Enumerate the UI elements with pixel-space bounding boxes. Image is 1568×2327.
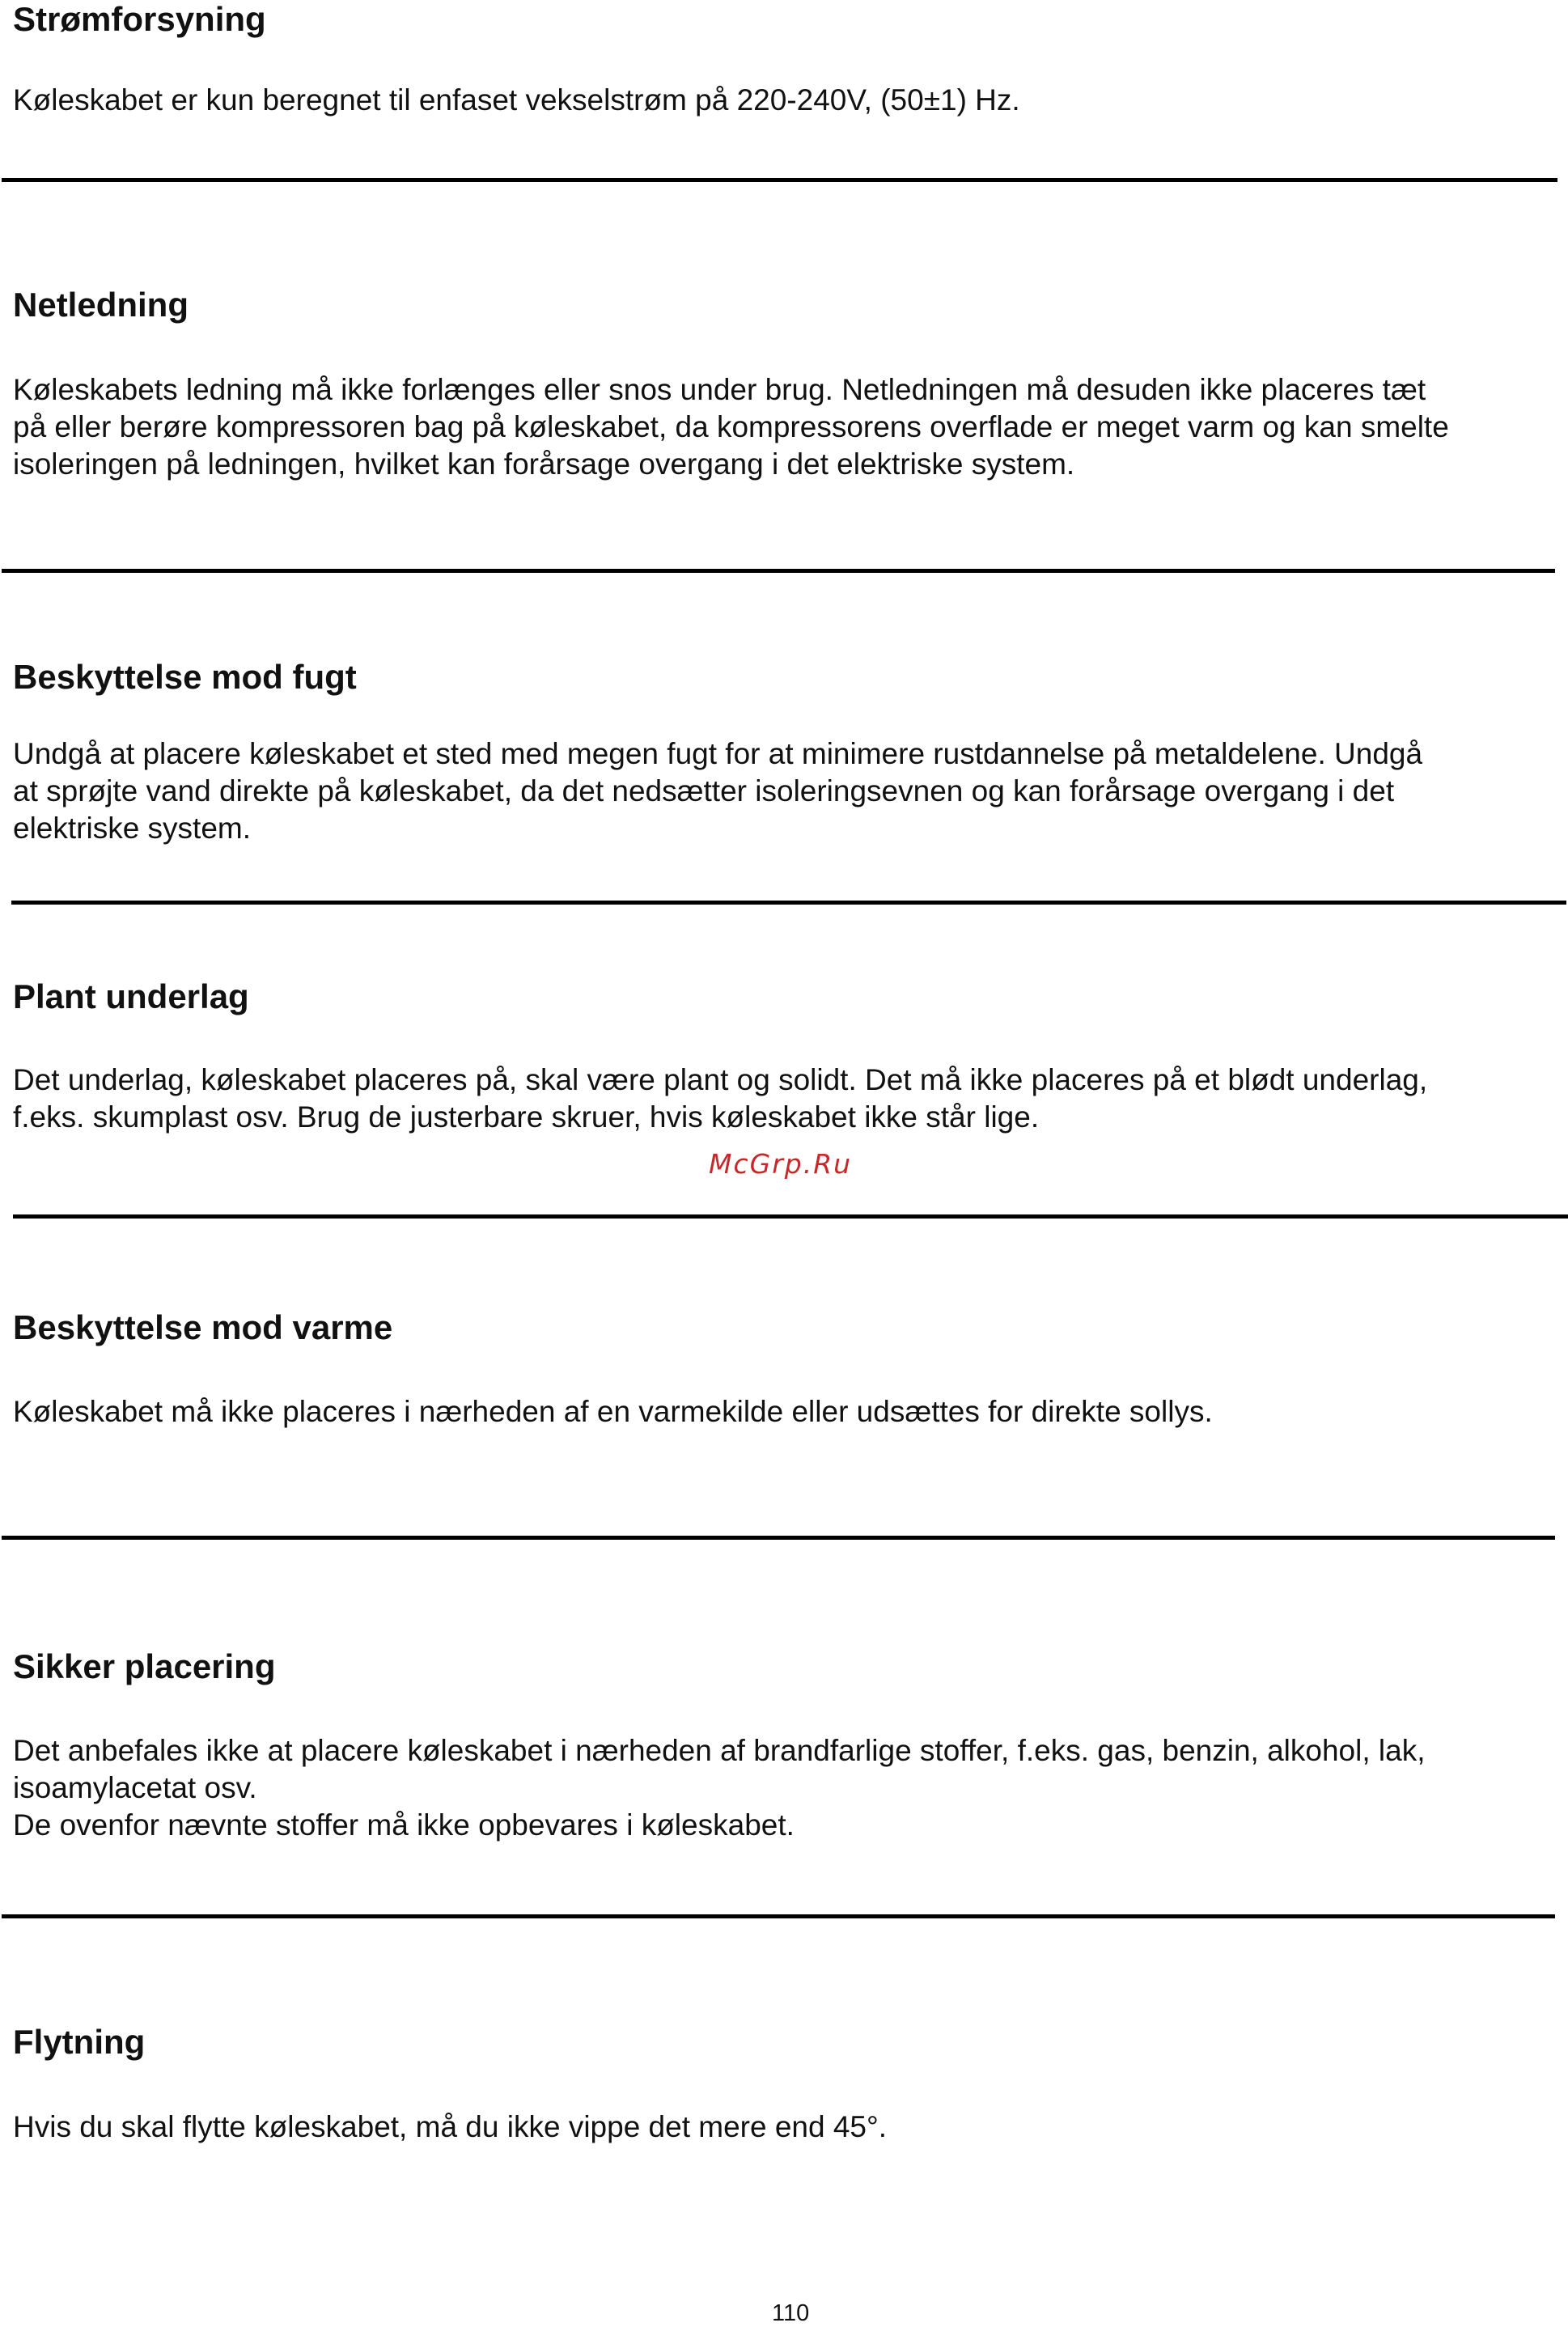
section-heading-plant-underlag: Plant underlag: [13, 977, 249, 1015]
section-text-stromforsyning: Køleskabet er kun beregnet til enfaset vekselstrøm på 220-240V, (50±1) Hz.: [13, 83, 1020, 117]
section-divider: [2, 1536, 1555, 1540]
section-heading-flytning: Flytning: [13, 2023, 146, 2061]
section-divider: [2, 569, 1555, 573]
section-text-plant-underlag: Det underlag, køleskabet placeres på, skal være plant og solidt. Det må ikke placeres på et blødt underlag, f.eks. skumplast osv. Brug de justerbare skruer, hvis køleskabet ikke står lige.: [13, 1063, 1428, 1134]
watermark: McGrp.Ru: [709, 1148, 853, 1180]
section-heading-netledning: Netledning: [13, 286, 189, 324]
section-heading-stromforsyning: Strømforsyning: [13, 0, 266, 38]
section-heading-beskyttelse-mod-varme: Beskyttelse mod varme: [13, 1308, 393, 1346]
section-text-sikker-placering: Det anbefales ikke at placere køleskabet i nærheden af brandfarlige stoffer, f.eks. gas, benzin, alkohol, lak, isoamylacetat osv. De ovenfor nævnte stoffer må ikke opbevares i køleskabet.: [13, 1734, 1426, 1842]
section-heading-beskyttelse-mod-fugt: Beskyttelse mod fugt: [13, 658, 357, 696]
section-divider: [13, 1214, 1568, 1219]
section-text-beskyttelse-mod-varme: Køleskabet må ikke placeres i nærheden af en varmekilde eller udsættes for direkte sollys.: [13, 1395, 1213, 1428]
section-text-netledning: Køleskabets ledning må ikke forlænges eller snos under brug. Netledningen må desuden ikke placeres tæt på eller berøre kompressoren bag på køleskabet, da kompressorens overflade er meget varm og kan smelte isoleringen på ledningen, hvilket kan forårsage overgang i det elektriske system.: [13, 373, 1449, 481]
section-text-beskyttelse-mod-fugt: Undgå at placere køleskabet et sted med megen fugt for at minimere rustdannelse på metaldelene. Undgå at sprøjte vand direkte på køleskabet, da det nedsætter isoleringsevnen og kan forårsage overgang i det elektriske system.: [13, 737, 1423, 845]
section-text-flytning: Hvis du skal flytte køleskabet, må du ikke vippe det mere end 45°.: [13, 2110, 888, 2143]
page-number: 110: [772, 2300, 810, 2326]
section-divider: [2, 1914, 1555, 1918]
section-heading-sikker-placering: Sikker placering: [13, 1647, 276, 1685]
section-divider: [11, 901, 1566, 905]
section-divider: [2, 178, 1557, 182]
